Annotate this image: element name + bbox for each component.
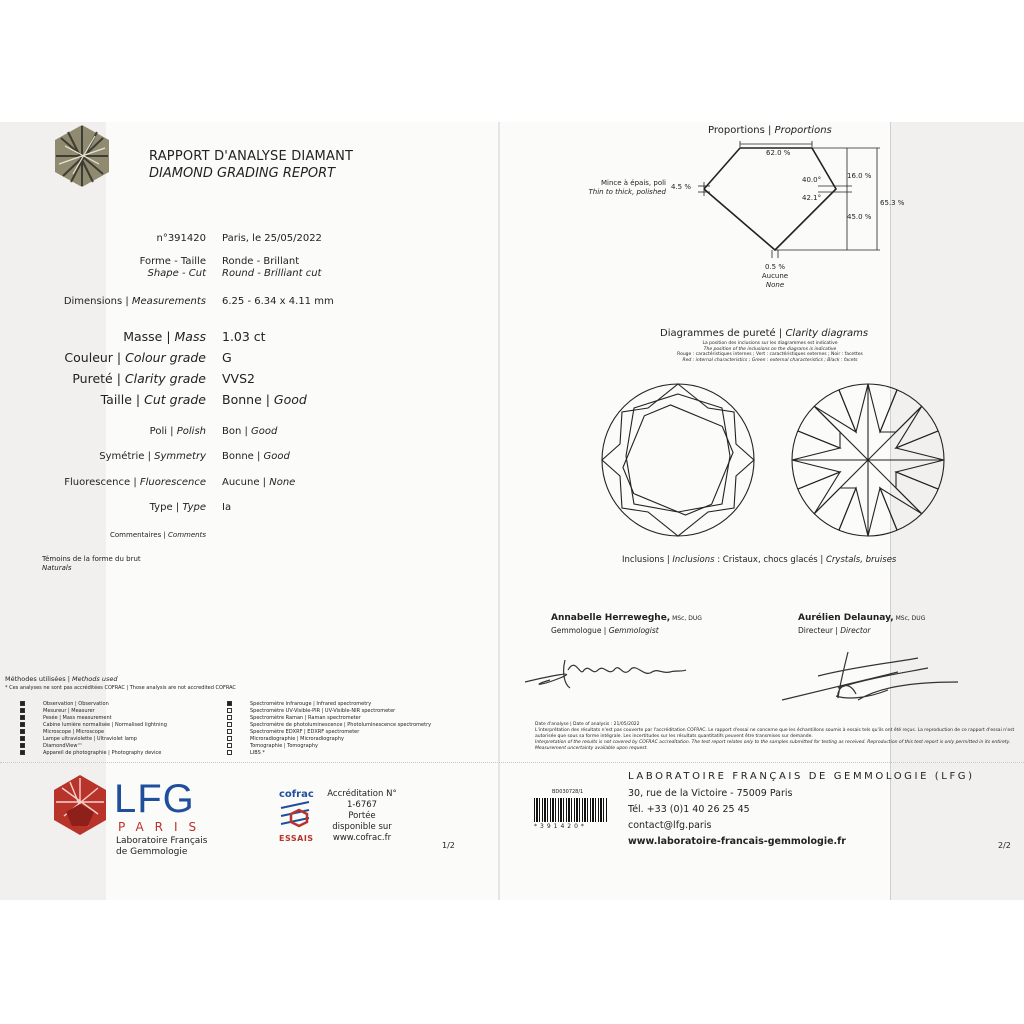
polish-value	[222, 426, 277, 437]
culet-percent: 0.5 %	[764, 263, 785, 271]
colour-value: G	[222, 350, 232, 365]
measurements-label	[64, 296, 206, 307]
cut-grade-label	[101, 392, 206, 407]
methods-title-fr: Méthodes utilisées |	[5, 675, 73, 683]
accreditation-line: Portée	[348, 811, 376, 821]
method-item	[227, 749, 431, 756]
accreditation-block	[322, 789, 402, 844]
naturals-en: Naturals	[42, 564, 72, 572]
lfg-logo-paris: PARIS	[118, 820, 208, 834]
cut-grade-value	[222, 392, 307, 407]
methods-list-right	[227, 700, 431, 756]
checkbox-checked-icon	[20, 722, 25, 727]
fluorescence-label-en: Fluorescence	[139, 477, 206, 488]
methods-title	[5, 675, 117, 683]
crown-height: 16.0 %	[847, 172, 872, 180]
lab-name-line-1: Laboratoire Français	[116, 836, 208, 846]
method-item	[20, 728, 167, 735]
shape-cut-label-en: Shape - Cut	[147, 268, 206, 279]
page-number-2: 2/2	[998, 841, 1011, 850]
naturals-note	[42, 555, 141, 573]
type-label-en: Type	[182, 502, 206, 513]
fluorescence-value-en: None	[269, 477, 296, 488]
clarity-note: The position of the inclusions on the diagrams is indicative	[703, 346, 837, 352]
clarity-label-fr: Pureté |	[72, 371, 125, 386]
method-item	[20, 721, 167, 728]
pavilion-angle: 42.1°	[802, 194, 822, 202]
method-item	[227, 742, 431, 749]
signature-2-icon	[778, 648, 968, 706]
method-item	[20, 707, 167, 714]
lfg-logo-text: LFG	[114, 777, 195, 821]
method-label: Microscope | Microscope	[43, 728, 105, 735]
signatory-2-name: Aurélien Delaunay,	[798, 613, 894, 623]
method-item	[227, 700, 431, 707]
proportions-diagram	[690, 140, 890, 260]
inclusions-line	[622, 555, 896, 565]
shape-cut-label	[140, 256, 206, 280]
shape-cut-value-en: Round - Brilliant cut	[222, 268, 322, 279]
lab-email-link[interactable]: contact@lfg.paris	[628, 820, 712, 831]
crown-view-diagram	[600, 382, 756, 538]
symmetry-value	[222, 451, 290, 462]
comments-label-fr: Commentaires |	[110, 531, 169, 539]
checkbox-empty-icon	[227, 715, 232, 720]
report-number: n°391420	[156, 233, 206, 244]
checkbox-empty-icon	[227, 708, 232, 713]
method-label: Cabine lumière normalisée | Normalised lightning	[43, 721, 167, 728]
method-label: Observation | Observation	[43, 700, 109, 707]
proportions-title-en: Proportions	[774, 125, 832, 136]
signatory-1-role-fr: Gemmologue |	[551, 626, 609, 635]
method-label: Pesée | Mass measurement	[43, 714, 112, 721]
proportions-title-fr: Proportions |	[708, 125, 775, 136]
lab-address: 30, rue de la Victoire - 75009 Paris	[628, 788, 793, 799]
method-item	[20, 714, 167, 721]
table-percent: 62.0 %	[766, 149, 791, 157]
symmetry-label-fr: Symétrie |	[99, 451, 155, 462]
mass-label-en: Mass	[174, 329, 206, 344]
lab-name-line-2: de Gemmologie	[116, 847, 188, 857]
method-label: Spectromètre EDXRF | EDXRF spectrometer	[250, 728, 360, 735]
inclusions-label-fr: Inclusions |	[622, 555, 673, 565]
clarity-diagrams-title	[660, 328, 868, 339]
culet-en: None	[765, 281, 785, 289]
signatory-2-title: MSc, DUG	[893, 615, 926, 622]
signatory-1	[551, 613, 702, 635]
inclusions-value-en: Crystals, bruises	[826, 555, 897, 565]
clarity-title-fr: Diagrammes de pureté |	[660, 328, 786, 339]
type-value: Ia	[222, 502, 232, 513]
cut-grade-value-en: Good	[273, 392, 307, 407]
clarity-note: La position des inclusions sur les diagrammes est indicative	[702, 341, 838, 346]
accreditation-line: Accréditation N°	[327, 789, 397, 799]
inclusions-value-fr: : Cristaux, chocs glacés |	[714, 555, 826, 565]
symmetry-label	[99, 451, 206, 462]
checkbox-checked-icon	[20, 743, 25, 748]
method-label: Tomographie | Tomography	[250, 742, 318, 749]
method-item	[227, 707, 431, 714]
measurements-label-en: Measurements	[131, 296, 206, 307]
cofrac-website-link[interactable]: www.cofrac.fr	[332, 833, 392, 843]
method-item	[20, 735, 167, 742]
fluorescence-label-fr: Fluorescence |	[64, 477, 140, 488]
method-label: Spectromètre UV-Visible-PIR | UV-Visible-NIR spectrometer	[250, 707, 396, 714]
signatory-2-role-fr: Directeur |	[798, 626, 841, 635]
signatory-1-name: Annabelle Herreweghe,	[551, 613, 671, 623]
method-label: Appareil de photographie | Photography device	[43, 749, 162, 756]
accreditation-line: disponible sur	[332, 822, 392, 832]
clarity-value: VVS2	[222, 371, 255, 386]
cut-grade-label-fr: Taille |	[100, 392, 145, 407]
comments-label	[110, 531, 206, 539]
clarity-label-en: Clarity grade	[124, 371, 206, 386]
total-depth: 65.3 %	[880, 199, 905, 207]
page-fold	[498, 122, 500, 900]
girdle-percent: 4.5 %	[671, 183, 692, 191]
lab-full-name: LABORATOIRE FRANÇAIS DE GEMMOLOGIE (LFG)	[628, 771, 975, 782]
measurements-value: 6.25 - 6.34 x 4.11 mm	[222, 296, 334, 307]
diamond-hexagon-logo-icon	[53, 124, 111, 188]
signatory-2-role-en: Director	[840, 626, 871, 635]
method-label: LIBS *	[250, 749, 265, 756]
method-label: Microradiographie | Microradiography	[250, 735, 344, 742]
signatory-1-role-en: Gemmologist	[608, 626, 659, 635]
proportions-title	[708, 125, 832, 136]
cut-grade-value-fr: Bonne |	[222, 392, 274, 407]
checkbox-empty-icon	[227, 750, 232, 755]
clarity-label	[72, 371, 206, 386]
checkbox-checked-icon	[227, 701, 232, 706]
mass-label-fr: Masse |	[123, 329, 175, 344]
checkbox-empty-icon	[227, 722, 232, 727]
polish-label-en: Polish	[176, 426, 206, 437]
method-label: Spectromètre de photoluminescence | Photoluminescence spectrometry	[250, 721, 432, 728]
page-number-1: 1/2	[442, 841, 455, 850]
girdle-description	[589, 179, 667, 197]
shape-cut-label-fr: Forme - Taille	[139, 256, 206, 267]
polish-label-fr: Poli |	[149, 426, 177, 437]
lfg-hexagon-logo-icon	[52, 774, 108, 836]
report-title-en: DIAMOND GRADING REPORT	[149, 166, 336, 181]
legal-notice	[535, 722, 1015, 752]
shape-cut-value-fr: Ronde - Brillant	[222, 256, 300, 267]
inclusions-label-en: Inclusions	[672, 555, 715, 565]
footer-divider	[0, 762, 1024, 763]
cofrac-essais-logo-icon	[279, 789, 317, 847]
method-label: Spectromètre infrarouge | Infrared spectrometry	[250, 700, 372, 707]
methods-list-left	[20, 700, 167, 756]
method-item	[227, 728, 431, 735]
legal-text-fr: L'interprétation des résultats n'est pas couverte par l'accréditation COFRAC. Le rapport d'essai ne concerne que les échantillons soumis à essais tels qu'ils ont été reçus. La reproduction de ce rapport d'essai n'est autorisée que sous sa forme intégrale. Les incertitudes sur les résultats quantitatifs peuvent être transmises sur demande.	[535, 728, 1015, 739]
signatory-1-title: MSc, DUG	[670, 615, 702, 622]
clarity-note: Rouge : caractéristiques internes ; Vert : caractéristiques externes ; Noir : facettes	[677, 352, 863, 357]
shape-cut-value	[222, 256, 321, 280]
clarity-note: Red : internal characteristics ; Green : external characteristics ; Black : facets	[682, 357, 858, 363]
colour-label	[64, 350, 206, 365]
checkbox-checked-icon	[20, 729, 25, 734]
mass-value: 1.03 ct	[222, 329, 266, 344]
lab-website-link[interactable]: www.laboratoire-francais-gemmologie.fr	[628, 836, 846, 847]
type-label	[150, 502, 206, 513]
girdle-desc-fr: Mince à épais, poli	[600, 179, 666, 187]
checkbox-empty-icon	[227, 729, 232, 734]
fluorescence-label	[64, 477, 206, 488]
pavilion-view-diagram	[790, 382, 946, 538]
method-label: Spectromètre Raman | Raman spectrometer	[250, 714, 361, 721]
barcode-icon	[534, 798, 608, 822]
cofrac-brand: cofrac	[279, 789, 314, 800]
report-place-date: Paris, le 25/05/2022	[222, 233, 322, 244]
method-label: DiamondView™	[43, 742, 83, 749]
checkbox-empty-icon	[227, 736, 232, 741]
polish-label	[150, 426, 206, 437]
pavilion-depth: 45.0 %	[847, 213, 872, 221]
method-label: Mesureur | Measurer	[43, 707, 95, 714]
symmetry-value-en: Good	[263, 451, 290, 462]
colour-label-fr: Couleur |	[64, 350, 126, 365]
symmetry-value-fr: Bonne |	[222, 451, 264, 462]
method-item	[20, 700, 167, 707]
fluorescence-value-fr: Aucune |	[222, 477, 270, 488]
method-item	[227, 735, 431, 742]
method-item	[227, 721, 431, 728]
colour-label-en: Colour grade	[125, 350, 206, 365]
cofrac-essais: ESSAIS	[279, 834, 314, 843]
report-title-fr: RAPPORT D'ANALYSE DIAMANT	[149, 149, 354, 164]
method-item	[20, 742, 167, 749]
accreditation-number: 1-6767	[346, 800, 378, 810]
polish-value-en: Good	[251, 426, 278, 437]
cut-grade-label-en: Cut grade	[144, 392, 206, 407]
signature-1-icon	[520, 648, 690, 694]
clarity-title-en: Clarity diagrams	[785, 328, 869, 339]
methods-cofrac-note: * Ces analyses ne sont pas accréditées COFRAC | Those analysis are not accredited COFRAC	[5, 685, 236, 691]
method-item	[227, 714, 431, 721]
mass-label	[123, 329, 206, 344]
measurements-label-fr: Dimensions |	[63, 296, 132, 307]
checkbox-checked-icon	[20, 701, 25, 706]
culet-info	[755, 263, 795, 290]
culet-fr: Aucune	[761, 272, 789, 280]
polish-value-fr: Bon |	[222, 426, 252, 437]
method-item	[20, 749, 167, 756]
checkbox-checked-icon	[20, 708, 25, 713]
type-label-fr: Type |	[149, 502, 183, 513]
methods-title-en: Methods used	[72, 675, 118, 683]
lab-phone: Tél. +33 (0)1 40 26 25 45	[628, 804, 750, 815]
signatory-2	[798, 613, 925, 635]
barcode-text: *391420*	[534, 823, 587, 830]
naturals-fr: Témoins de la forme du brut	[42, 555, 141, 563]
checkbox-checked-icon	[20, 750, 25, 755]
fluorescence-value	[222, 477, 295, 488]
girdle-desc-en: Thin to thick, polished	[588, 188, 666, 196]
barcode-ref: BD030728/1	[552, 789, 584, 795]
clarity-legend	[640, 341, 900, 363]
crown-angle: 40.0°	[802, 176, 822, 184]
legal-text-en: Interpretation of the results is not covered by COFRAC accreditation. The test report relates only to the samples submitted for testing as received. Reproduction of this test report is only permitted in its entirety. Measurement uncertainty available upon request.	[535, 740, 1011, 751]
lab-name	[116, 836, 208, 858]
analysis-date: Date d'analyse | Date of analysis : 21/05/2022	[535, 722, 640, 727]
method-label: Lampe ultraviolette | Ultraviolet lamp	[43, 735, 137, 742]
checkbox-checked-icon	[20, 736, 25, 741]
comments-label-en: Comments	[168, 531, 206, 539]
checkbox-checked-icon	[20, 715, 25, 720]
checkbox-empty-icon	[227, 743, 232, 748]
symmetry-label-en: Symmetry	[154, 451, 206, 462]
